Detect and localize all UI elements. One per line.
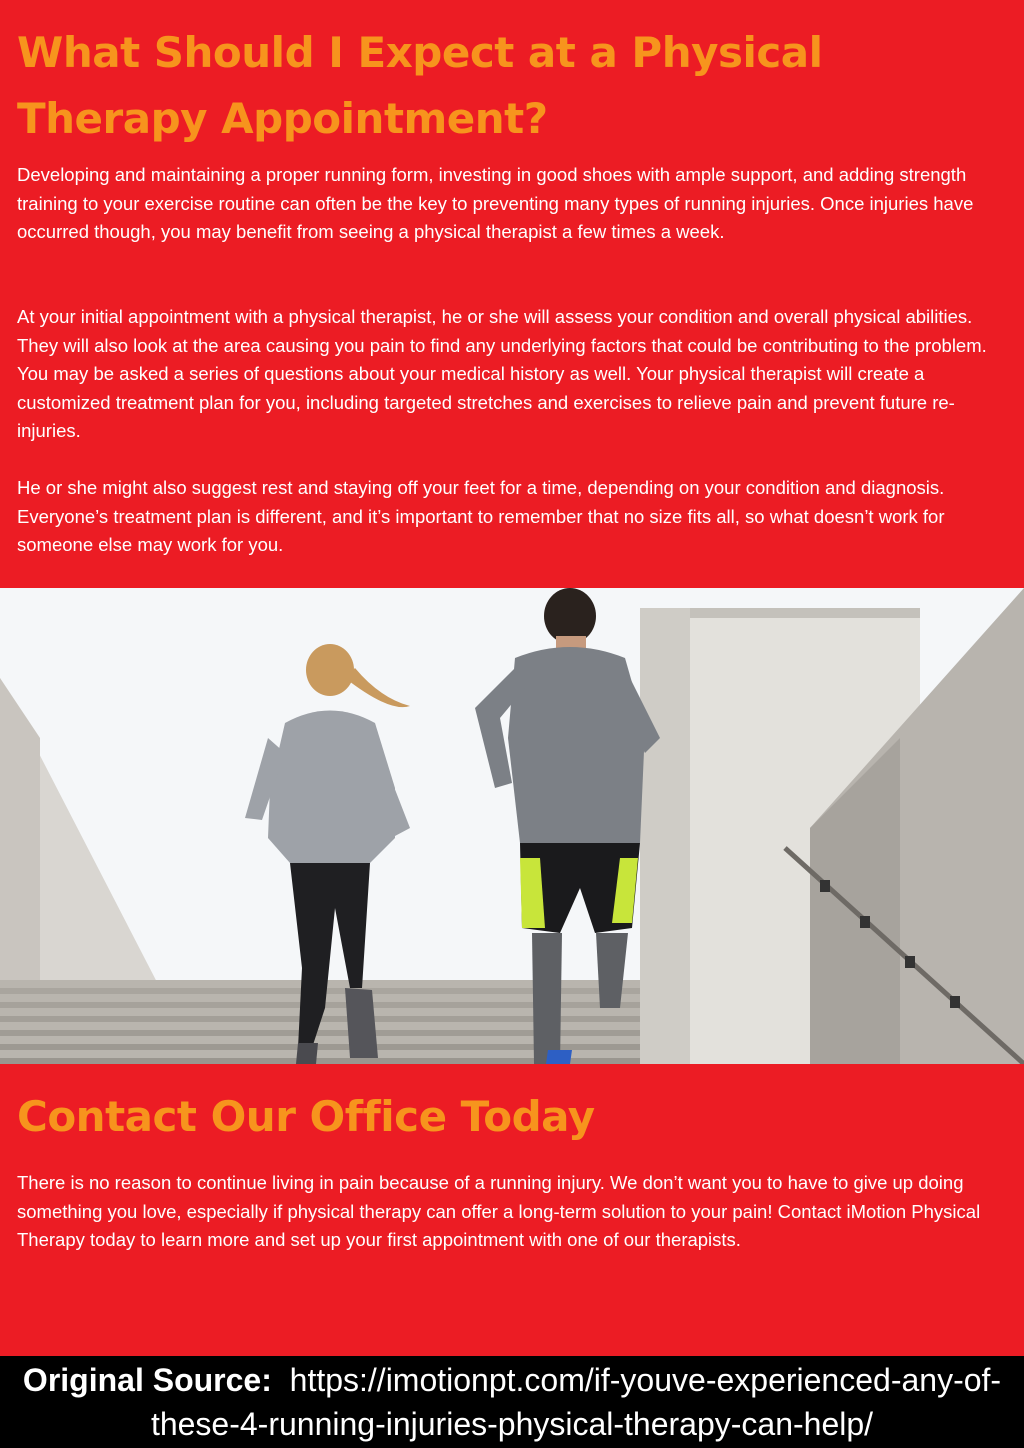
runners-photo [0,588,1024,1064]
intro-section [0,0,1024,588]
intro-paragraph-2: At your initial appointment with a physical therapist, he or she will assess your condition and overall physical abilities. They will also look at the area causing you pain to find any underlying factors that could be contributing to the problem. You may be asked a series of questions about your medical history as well. Your physical therapist will create a customized treatment plan for you, including targeted stretches and exercises to relieve pain and prevent future re-injuries. [17,306,987,442]
contact-section [0,1064,1024,1356]
intro-title: What Should I Expect at a Physical Therapy Appointment? [17,28,823,143]
contact-title: Contact Our Office Today [17,1092,595,1141]
intro-paragraph-1: Developing and maintaining a proper running form, investing in good shoes with ample support, and adding strength training to your exercise routine can often be the key to preventing many types of running injuries. Once injuries have occurred though, you may benefit from seeing a physical therapist a few times a week. [17,164,974,243]
intro-paragraph-3: He or she might also suggest rest and staying off your feet for a time, depending on your condition and diagnosis. Everyone’s treatment plan is different, and it’s important to remember that no size fits all, so what doesn’t work for someone else may work for you. [17,477,945,556]
source-label: Original Source: [22,1362,272,1398]
source-footer [0,1356,1024,1448]
source-link[interactable]: https://imotionpt.com/if-youve-experienced-any-of-these-4-running-injuries-physical-therapy-can-help/ [150,1362,1002,1442]
contact-paragraph: There is no reason to continue living in pain because of a running injury. We don’t want you to have to give up doing something you love, especially if physical therapy can offer a long-term solution to your pain! Contact iMotion Physical Therapy today to learn more and set up your first appointment with one of our therapists. [17,1172,981,1251]
runners-photo-illustration [0,588,1024,1064]
